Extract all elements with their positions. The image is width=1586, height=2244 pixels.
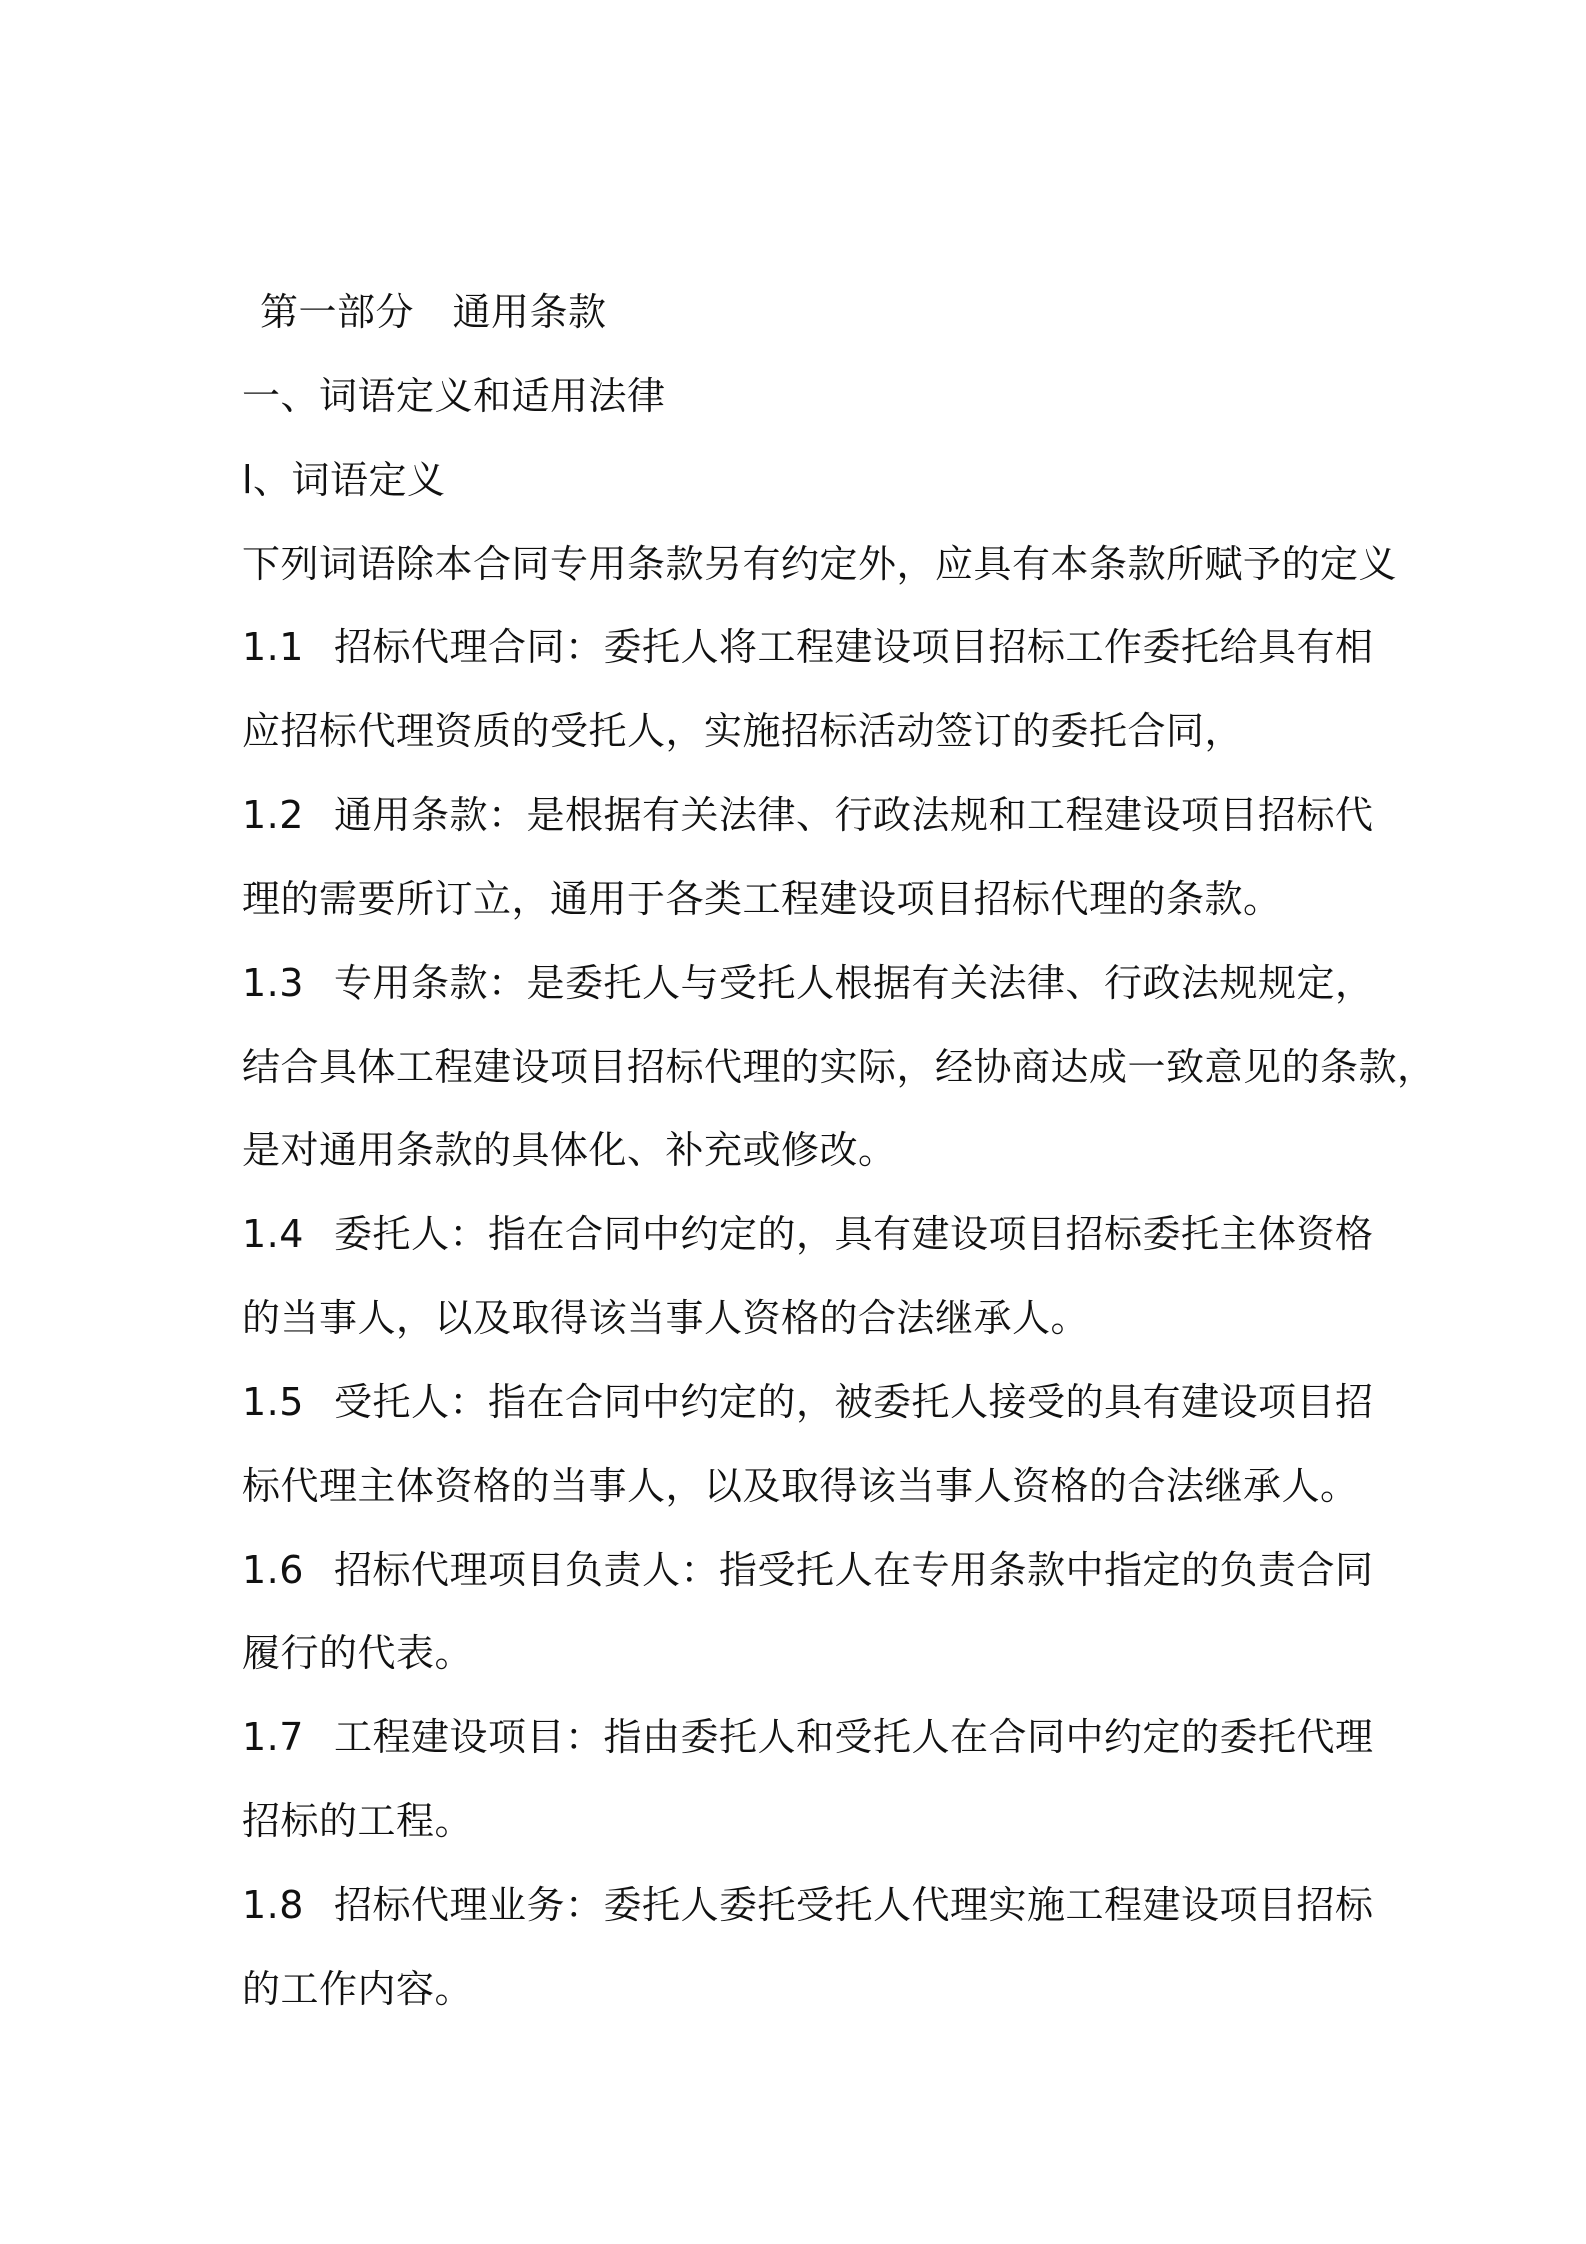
clause-number: 1.6 [242, 1548, 304, 1592]
clause-1-8-line1 [242, 1880, 1374, 1930]
clause-1-1-line2: 应招标代理资质的受托人，实施招标活动签订的委托合同， [242, 709, 1244, 753]
section-heading: 一、词语定义和适用法律 [242, 374, 666, 418]
clause-1-8-line2: 的工作内容。 [242, 1967, 474, 2011]
intro-paragraph: 下列词语除本合同专用条款另有约定外，应具有本条款所赋予的定义 [242, 542, 1398, 586]
clause-number: 1.3 [242, 961, 304, 1005]
clause-text: 专用条款：是委托人与受托人根据有关法律、行政法规规定， [334, 961, 1374, 1005]
clause-text: 受托人：指在合同中约定的，被委托人接受的具有建设项目招 [334, 1380, 1374, 1424]
clause-1-1-line1 [242, 622, 1374, 672]
clause-1-2-line1 [242, 790, 1374, 840]
clause-text: 委托人：指在合同中约定的，具有建设项目招标委托主体资格 [334, 1212, 1374, 1256]
clause-number: 1.8 [242, 1883, 304, 1927]
clause-1-7-line2: 招标的工程。 [242, 1799, 474, 1843]
clause-1-6-line1 [242, 1545, 1374, 1595]
clause-1-6-line2: 履行的代表。 [242, 1631, 474, 1675]
clause-text: 招标代理项目负责人：指受托人在专用条款中指定的负责合同 [334, 1548, 1374, 1592]
clause-text: 招标代理合同：委托人将工程建设项目招标工作委托给具有相 [334, 625, 1374, 669]
clause-1-5-line1 [242, 1377, 1374, 1427]
clause-text: 工程建设项目：指由委托人和受托人在合同中约定的委托代理 [334, 1715, 1374, 1759]
clause-1-3-line2: 结合具体工程建设项目招标代理的实际，经协商达成一致意见的条款， [242, 1045, 1436, 1089]
clause-1-4-line1 [242, 1209, 1374, 1259]
clause-1-4-line2: 的当事人，以及取得该当事人资格的合法继承人。 [242, 1296, 1090, 1340]
clause-text: 通用条款：是根据有关法律、行政法规和工程建设项目招标代 [334, 793, 1374, 837]
clause-1-3-line3: 是对通用条款的具体化、补充或修改。 [242, 1128, 897, 1172]
clause-number: 1.4 [242, 1212, 304, 1256]
clause-1-2-line2: 理的需要所订立，通用于各类工程建设项目招标代理的条款。 [242, 877, 1282, 921]
part-title: 第一部分 通用条款 [260, 290, 607, 334]
subsection-heading: l、词语定义 [242, 458, 446, 502]
clause-1-3-line1 [242, 958, 1374, 1008]
clause-number: 1.5 [242, 1380, 304, 1424]
clause-1-7-line1 [242, 1712, 1374, 1762]
clause-number: 1.7 [242, 1715, 304, 1759]
clause-number: 1.2 [242, 793, 304, 837]
clause-text: 招标代理业务：委托人委托受托人代理实施工程建设项目招标 [334, 1883, 1374, 1927]
clause-1-5-line2: 标代理主体资格的当事人，以及取得该当事人资格的合法继承人。 [242, 1464, 1359, 1508]
clause-number: 1.1 [242, 625, 304, 669]
